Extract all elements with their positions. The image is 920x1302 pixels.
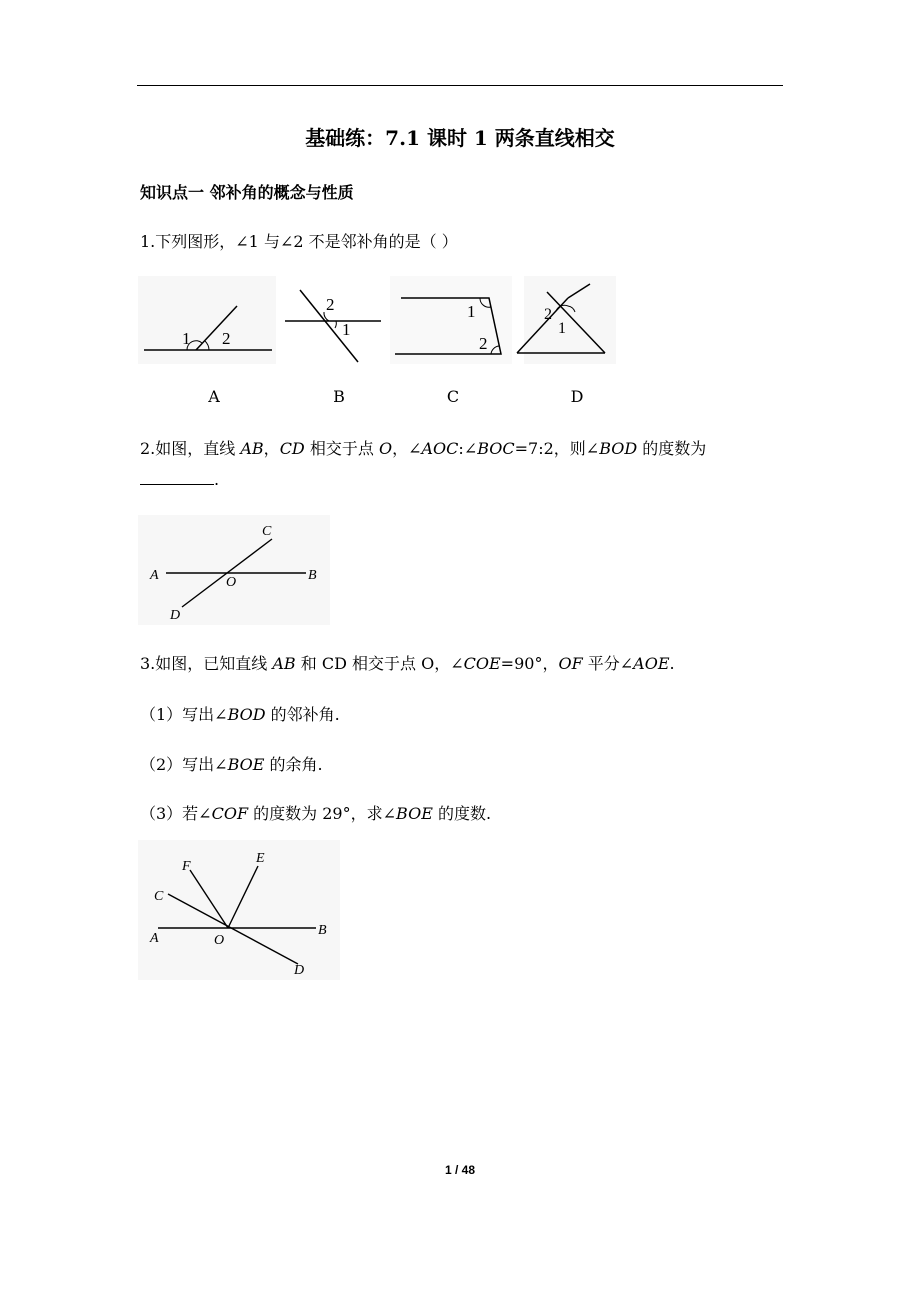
option-c-label: C: [446, 387, 460, 406]
question-1-figures: [138, 276, 618, 368]
answer-blank[interactable]: [140, 470, 214, 485]
question-2-blank-line: .: [140, 470, 219, 489]
option-b-label: B: [333, 387, 345, 406]
question-1-text: 1.下列图形，∠1 与∠2 不是邻补角的是（ ）: [140, 232, 458, 251]
question-3-part-2: （2）写出∠BOE 的余角.: [140, 755, 323, 774]
option-a-label: A: [208, 387, 220, 406]
question-3-part-1: （1）写出∠BOD 的邻补角.: [140, 705, 340, 724]
point-c-label: C: [154, 889, 164, 904]
page-number: 1 / 48: [444, 1163, 476, 1177]
point-o-label: O: [226, 575, 237, 590]
figure-d-angle2-label: 2: [544, 306, 552, 323]
header-rule: [137, 85, 783, 86]
point-c-label: C: [262, 524, 272, 539]
question-2-figure: [138, 515, 330, 625]
figure-b: [285, 290, 381, 362]
figure-c-angle1-label: 1: [467, 302, 476, 321]
figure-a-angle1-label: 1: [182, 329, 191, 348]
figure-d-angle1-label: 1: [558, 320, 566, 337]
option-d-label: D: [570, 387, 584, 406]
point-b-label: B: [308, 568, 317, 583]
figure-a: [138, 276, 276, 364]
question-2-text: 2.如图，直线 AB，CD 相交于点 O，∠AOC:∠BOC=7:2，则∠BOD 的度数为: [140, 439, 707, 458]
point-a-label: A: [150, 568, 159, 583]
point-b-label: B: [318, 923, 327, 938]
figure-d: [517, 276, 616, 364]
page-title: 基础练：7.1 课时 1 两条直线相交: [305, 126, 615, 150]
question-3-part-3: （3）若∠COF 的度数为 29°，求∠BOE 的度数.: [140, 804, 492, 823]
point-d-label: D: [294, 963, 305, 978]
point-f-label: F: [182, 859, 191, 874]
figure-a-angle2-label: 2: [222, 329, 231, 348]
question-3-figure: [138, 840, 340, 980]
figure-b-angle1-label: 1: [342, 320, 351, 339]
point-d-label: D: [170, 608, 181, 623]
figure-c: [390, 276, 512, 364]
question-3-text: 3.如图，已知直线 AB 和 CD 相交于点 O，∠COE=90°，OF 平分∠AOE.: [140, 654, 675, 673]
section-heading: 知识点一 邻补角的概念与性质: [140, 183, 354, 202]
figure-b-angle2-label: 2: [326, 295, 335, 314]
point-o-label: O: [214, 933, 225, 948]
figure-c-angle2-label: 2: [479, 334, 488, 353]
point-e-label: E: [256, 851, 265, 866]
point-a-label: A: [150, 931, 159, 946]
